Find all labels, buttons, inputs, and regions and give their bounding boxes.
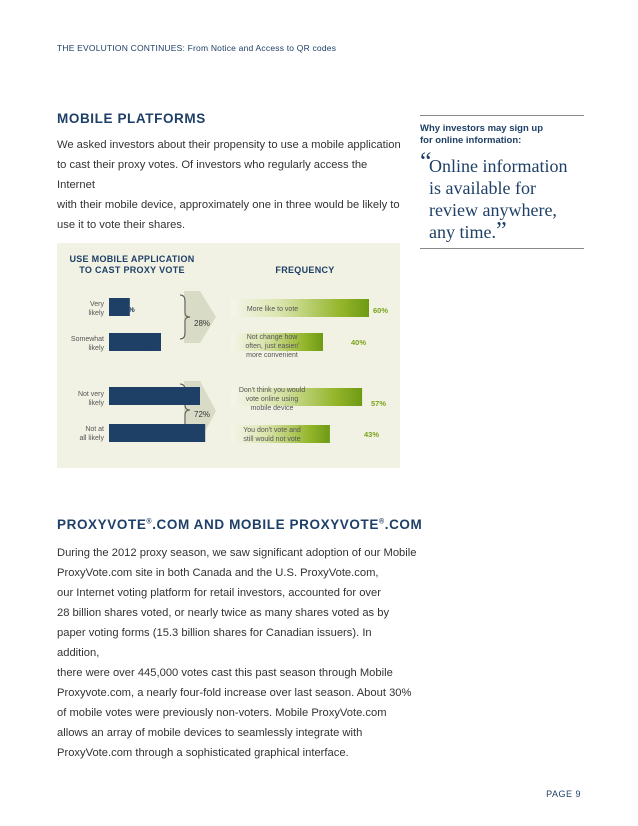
frequency-label-line: Don't think you would [238,387,306,394]
frequency-label-not-change [226,333,318,360]
frequency-label-dont-think [226,386,318,413]
frequency-label-line: mobile device [250,405,294,412]
paragraph-line: with their mobile device, approximately one in three would be likely to [57,199,400,211]
proxyvote-heading-part-c: .COM [384,517,423,532]
page-number: PAGE 9 [546,789,581,799]
mobile-platforms-paragraph [57,135,407,235]
paragraph-line: We asked investors about their propensity to use a mobile application [57,139,401,151]
frequency-label-line: You don't vote and [243,427,301,434]
sidebar-bottom-rule [420,248,584,249]
chart-left-title-line: USE MOBILE APPLICATION [69,254,195,264]
bar-not-at-all-likely [109,424,205,442]
registered-mark: ® [378,518,385,526]
likelihood-label-line: Somewhat [70,336,104,343]
paragraph-line: ProxyVote.com site in both Canada and the U.S. ProxyVote.com, [57,567,379,579]
proxyvote-heading-part-a: PROXYVOTE [57,517,147,532]
proxyvote-heading-part-b: .COM AND MOBILE PROXYVOTE [152,517,379,532]
paragraph-line: ProxyVote.com through a sophisticated graphical interface. [57,747,349,759]
likelihood-label-somewhat [57,335,104,353]
chart-right-title: FREQUENCY [275,265,335,275]
frequency-label-dont-vote [226,426,318,444]
paragraph-line: there were over 445,000 votes cast this past season through Mobile [57,667,393,679]
paragraph-line: to cast their proxy votes. Of investors who regularly access the Internet [57,159,368,191]
proxyvote-paragraph [57,543,417,763]
frequency-label-line: Not change how [246,334,298,341]
paragraph-line: our Internet voting platform for retail investors, accounted for over [57,587,381,599]
quote-line [420,218,590,244]
paragraph-line: paper voting forms (15.3 billion shares for Canadian issuers). In addition, [57,627,372,659]
chart-left-title-line: TO CAST PROXY VOTE [79,265,185,275]
paragraph-line: use it to vote their shares. [57,219,186,231]
quote-line: Online information [429,156,568,176]
paragraph-line: 28 billion shares voted, or nearly twice as many shares voted as by [57,607,390,619]
paragraph-line: of mobile votes were previously non-voters. Mobile ProxyVote.com [57,707,387,719]
quote-line-last: any time. [429,222,496,242]
value-label-dont-think: 57% [371,399,387,408]
frequency-label-line: still would not vote [243,436,301,443]
likelihood-label-line: Very [89,301,104,308]
paragraph-line: allows an array of mobile devices to seamlessly integrate with [57,727,363,739]
open-quote-mark: “ [420,147,432,176]
value-label-not-at-all-likely: 37% [166,429,182,438]
value-label-somewhat-likely: 20% [142,341,158,350]
sidebar-label-line: Why investors may sign up [420,123,543,134]
quote-line: review anywhere, [429,200,557,220]
sidebar-top-rule [420,115,584,116]
paragraph-line: Proxyvote.com, a nearly four-fold increase over last season. About 30% [57,687,412,699]
registered-mark: ® [146,518,153,526]
frequency-label-line: often, just easier/ [245,343,299,350]
frequency-label-more-likely [230,305,315,314]
likelihood-label-not-very [62,390,104,408]
bars-layer [109,298,369,443]
likelihood-label-line: likely [88,345,104,352]
likelihood-label-line: Not at [85,426,104,433]
mobile-platforms-heading: MOBILE PLATFORMS [57,111,206,126]
proxyvote-heading [57,517,422,532]
likelihood-label-line: likely [88,310,104,317]
likelihood-label-very [62,300,104,318]
likelihood-label-line: likely [88,400,104,407]
frequency-label-line: vote online using [245,396,299,403]
paragraph-line: During the 2012 proxy season, we saw significant adoption of our Mobile [57,547,417,559]
sidebar-label-line: for online information: [420,135,522,146]
value-label-not-change: 40% [351,338,367,347]
value-label-more-likely: 60% [373,306,389,315]
sidebar-label [420,123,543,147]
group-total-unlikely: 72% [194,410,211,419]
likelihood-label-line: Not very [77,391,104,398]
quote-line: is available for [429,178,536,198]
frequency-label-line: more convenient [246,352,298,359]
value-label-dont-vote: 43% [364,430,380,439]
value-label-not-very-likely: 35% [162,393,178,402]
value-label-very-likely: 8% [124,305,135,314]
likelihood-label-not-at-all [62,425,104,443]
bar-not-very-likely [109,387,200,405]
close-quote-mark: ” [495,218,507,244]
running-header: THE EVOLUTION CONTINUES: From Notice and Access to QR codes [57,43,337,53]
frequency-label-line: More like to vote [246,306,299,313]
pull-quote [420,147,590,244]
group-total-likely: 28% [194,319,211,328]
likelihood-label-line: all likely [79,435,104,442]
